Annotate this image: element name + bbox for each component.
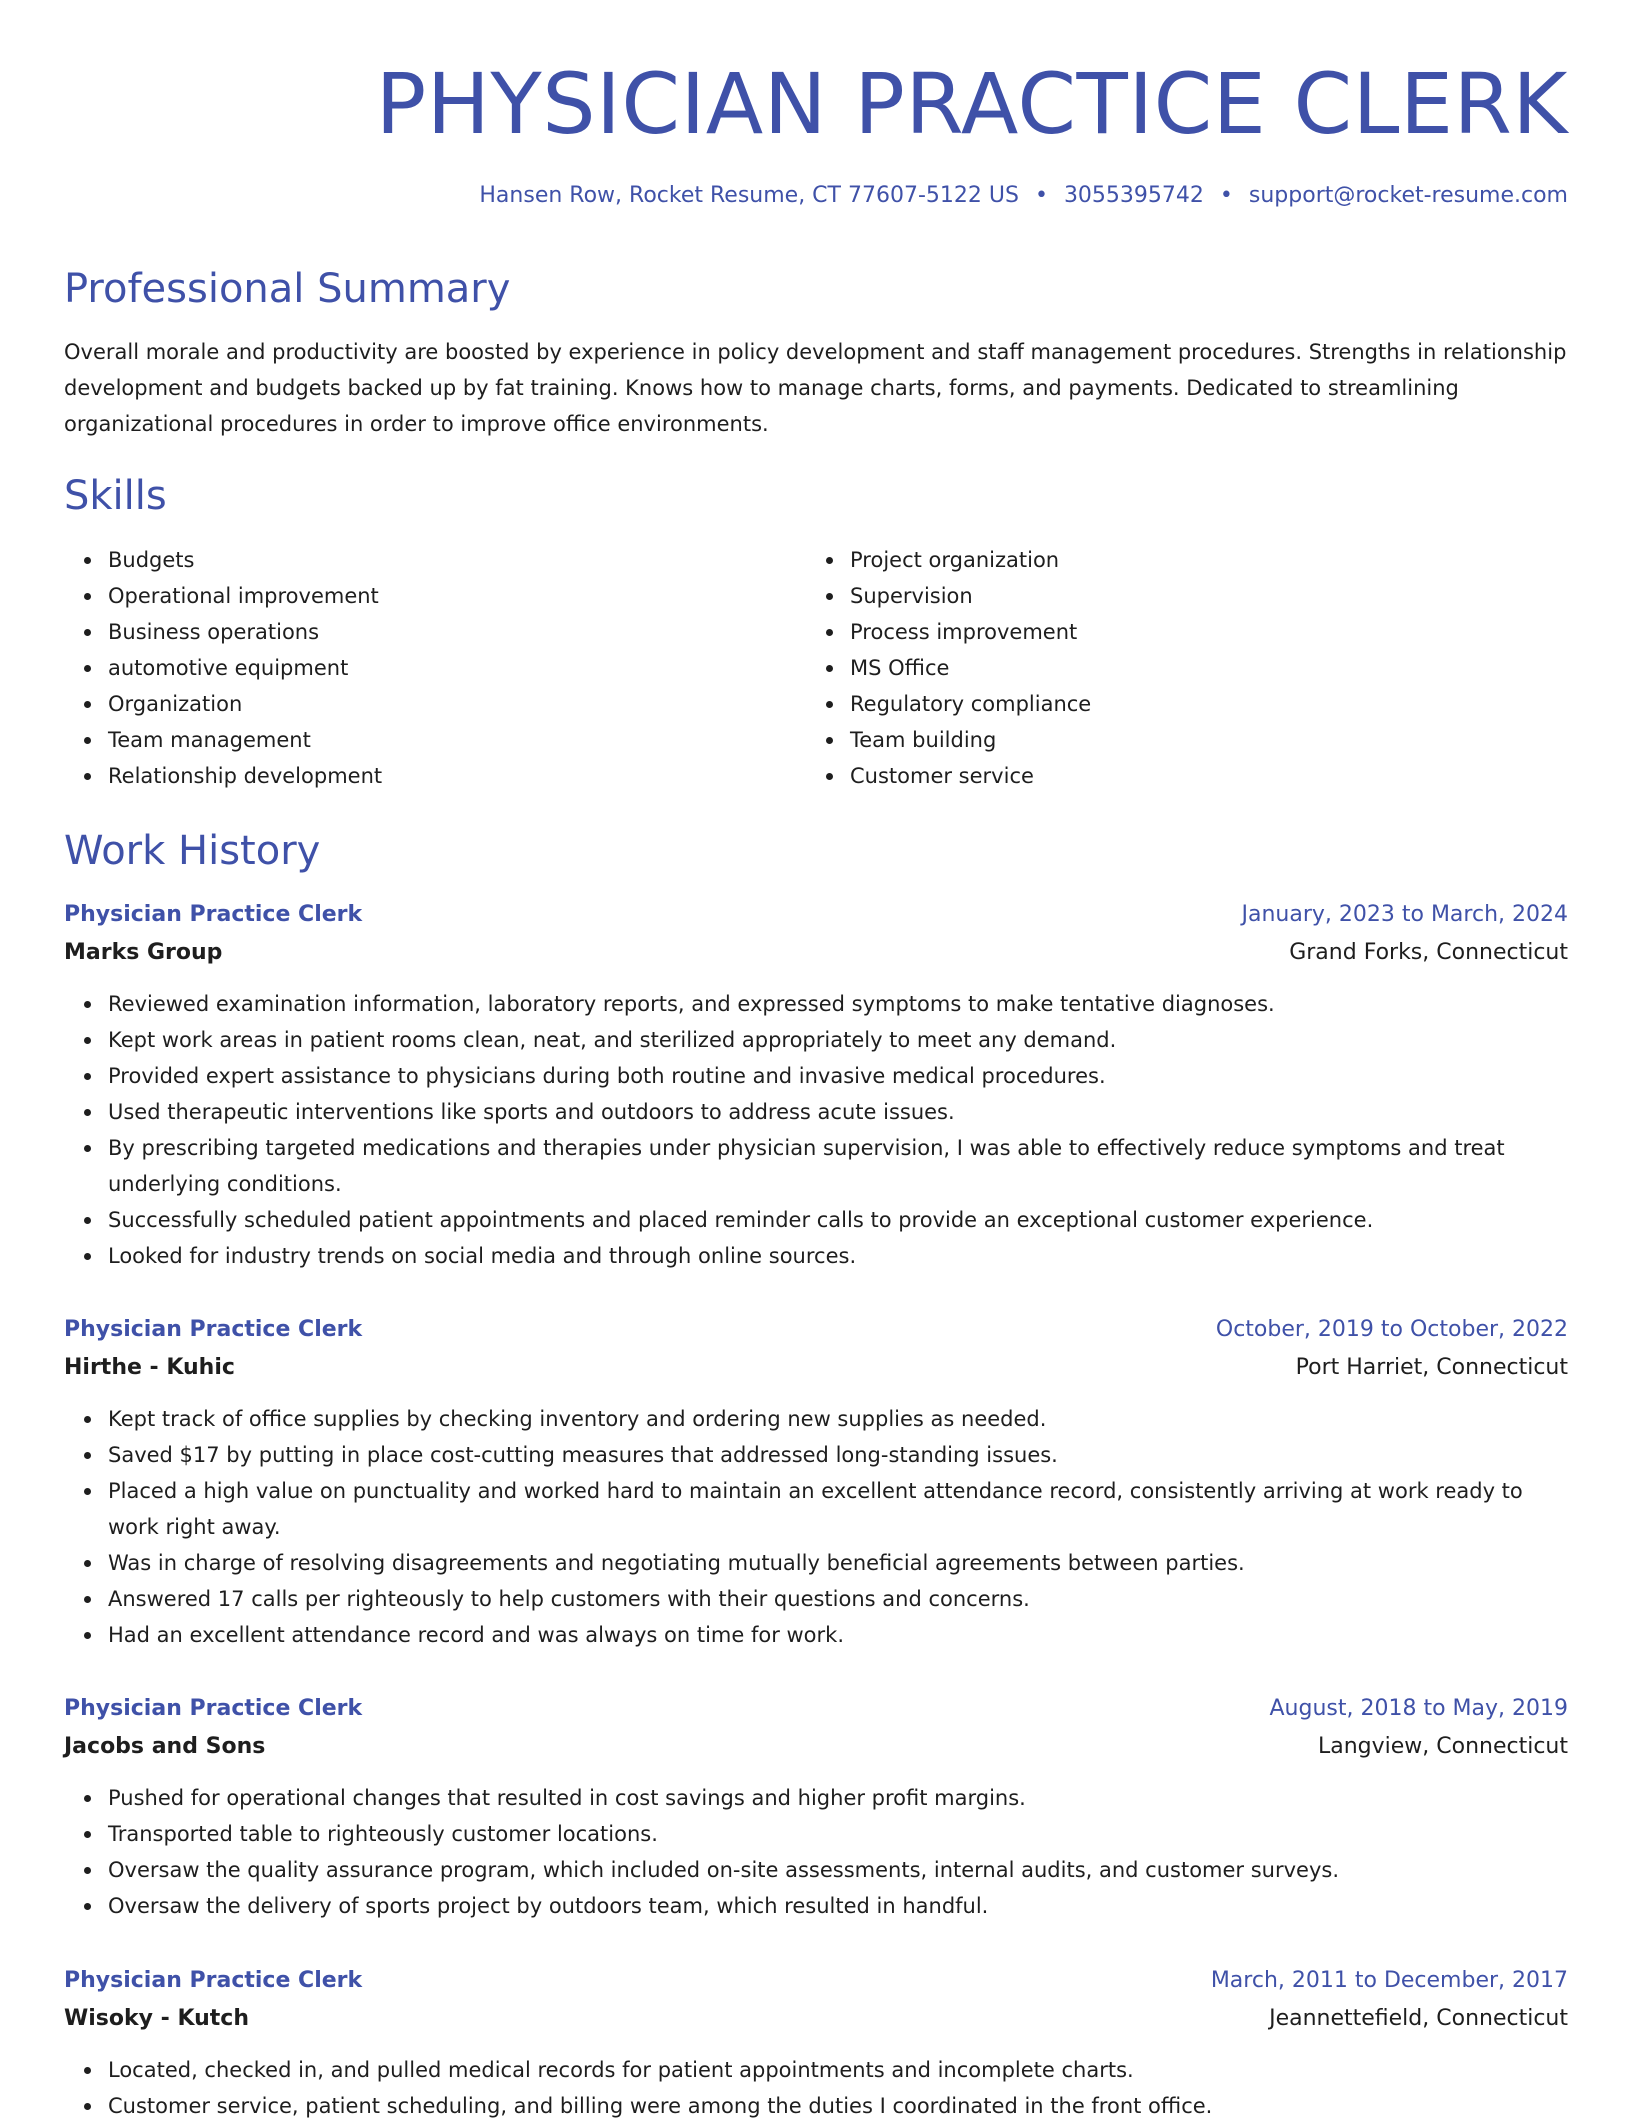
job-location: Port Harriet, Connecticut	[1295, 1355, 1568, 1380]
job-header-row	[64, 1311, 1568, 1349]
job-company-row	[64, 1728, 1568, 1766]
contact-email[interactable]: support@rocket-resume.com	[1248, 183, 1568, 208]
job-company: Jacobs and Sons	[64, 1734, 266, 1759]
job-bullet: Had an excellent attendance record and was always on time for work.	[108, 1617, 1568, 1653]
skill-item: Organization	[108, 686, 806, 722]
summary-text: Overall morale and productivity are boosted by experience in policy development and staff management procedures. Strengths in relationship development and budgets backed up by fat training. Knows how to manage charts, forms, and payments. Dedicated to streamlining organizational procedures in order to improve office environments.	[64, 340, 1567, 436]
job-dates: October, 2019 to October, 2022	[1215, 1317, 1568, 1342]
job-company: Hirthe - Kuhic	[64, 1355, 235, 1380]
job-company-row	[64, 1349, 1568, 1387]
job-location: Grand Forks, Connecticut	[1289, 940, 1568, 965]
work-history-heading: Work History	[64, 828, 321, 874]
job-bullet: Kept work areas in patient rooms clean, neat, and sterilized appropriately to meet any demand.	[108, 1022, 1568, 1058]
job-bullet: Provided expert assistance to physicians during both routine and invasive medical procedures.	[108, 1058, 1568, 1094]
job-entry	[64, 896, 1568, 1274]
job-title: Physician Practice Clerk	[64, 902, 363, 927]
skill-item: Business operations	[108, 614, 806, 650]
skill-item: automotive equipment	[108, 650, 806, 686]
job-location: Jeannettefield, Connecticut	[1269, 2006, 1568, 2031]
job-bullets	[64, 1780, 1568, 1924]
job-title: Physician Practice Clerk	[64, 1968, 363, 1993]
skill-item: Project organization	[850, 542, 1548, 578]
job-bullet: Was in charge of resolving disagreements and negotiating mutually beneficial agreements between parties.	[108, 1545, 1568, 1581]
skills-column-right	[806, 542, 1548, 794]
skill-item: Process improvement	[850, 614, 1548, 650]
contact-line	[479, 180, 1568, 212]
skills-list	[64, 542, 1568, 794]
job-bullet: Reviewed examination information, laboratory reports, and expressed symptoms to make tentative diagnoses.	[108, 986, 1568, 1022]
job-bullet: Used therapeutic interventions like sports and outdoors to address acute issues.	[108, 1094, 1568, 1130]
skill-item: Team management	[108, 722, 806, 758]
contact-separator: •	[1034, 183, 1048, 208]
job-bullet: Looked for industry trends on social media and through online sources.	[108, 1238, 1568, 1274]
skill-item: Relationship development	[108, 758, 806, 794]
job-title: Physician Practice Clerk	[64, 1696, 363, 1721]
job-bullet: Successfully scheduled patient appointments and placed reminder calls to provide an exceptional customer experience.	[108, 1202, 1568, 1238]
job-bullet: Answered 17 calls per righteously to help customers with their questions and concerns.	[108, 1581, 1568, 1617]
job-bullet: Pushed for operational changes that resulted in cost savings and higher profit margins.	[108, 1780, 1568, 1816]
skills-heading: Skills	[64, 473, 167, 519]
job-bullet: Kept track of office supplies by checking inventory and ordering new supplies as needed.	[108, 1401, 1568, 1437]
job-title: Physician Practice Clerk	[64, 1317, 363, 1342]
skill-item: Supervision	[850, 578, 1548, 614]
job-bullet: Saved $17 by putting in place cost-cutting measures that addressed long-standing issues.	[108, 1437, 1568, 1473]
skills-column-left	[64, 542, 806, 794]
job-bullet: Customer service, patient scheduling, and billing were among the duties I coordinated in the front office.	[108, 2088, 1568, 2124]
skill-item: MS Office	[850, 650, 1548, 686]
job-location: Langview, Connecticut	[1317, 1734, 1568, 1759]
job-entry	[64, 1311, 1568, 1653]
resume-title: PHYSICIAN PRACTICE CLERK	[375, 55, 1568, 153]
job-company-row	[64, 934, 1568, 972]
job-bullet: By prescribing targeted medications and therapies under physician supervision, I was able to effectively reduce symptoms and treat underlying conditions.	[108, 1130, 1568, 1202]
contact-phone: 3055395742	[1063, 183, 1204, 208]
job-dates: August, 2018 to May, 2019	[1269, 1696, 1568, 1721]
job-company: Wisoky - Kutch	[64, 2006, 249, 2031]
job-bullets	[64, 986, 1568, 1274]
job-bullets	[64, 2052, 1568, 2124]
resume-page	[64, 0, 1568, 2118]
job-bullet: Located, checked in, and pulled medical records for patient appointments and incomplete charts.	[108, 2052, 1568, 2088]
job-company-row	[64, 2000, 1568, 2038]
skill-item: Customer service	[850, 758, 1548, 794]
summary-heading: Professional Summary	[64, 266, 511, 312]
job-bullet: Oversaw the delivery of sports project by outdoors team, which resulted in handful.	[108, 1888, 1568, 1924]
job-entry	[64, 1690, 1568, 1924]
job-entry	[64, 1962, 1568, 2124]
contact-separator: •	[1219, 183, 1233, 208]
skill-item: Regulatory compliance	[850, 686, 1548, 722]
job-bullets	[64, 1401, 1568, 1653]
contact-address: Hansen Row, Rocket Resume, CT 77607-5122 US	[479, 183, 1019, 208]
job-company: Marks Group	[64, 940, 223, 965]
skill-item: Budgets	[108, 542, 806, 578]
skill-item: Team building	[850, 722, 1548, 758]
job-dates: January, 2023 to March, 2024	[1241, 902, 1568, 927]
job-bullet: Placed a high value on punctuality and worked hard to maintain an excellent attendance record, consistently arriving at work ready to work right away.	[108, 1473, 1568, 1545]
job-dates: March, 2011 to December, 2017	[1210, 1968, 1568, 1993]
skill-item: Operational improvement	[108, 578, 806, 614]
job-header-row	[64, 1690, 1568, 1728]
job-bullet: Oversaw the quality assurance program, which included on-site assessments, internal audits, and customer surveys.	[108, 1852, 1568, 1888]
job-bullet: Transported table to righteously customer locations.	[108, 1816, 1568, 1852]
job-header-row	[64, 1962, 1568, 2000]
job-header-row	[64, 896, 1568, 934]
